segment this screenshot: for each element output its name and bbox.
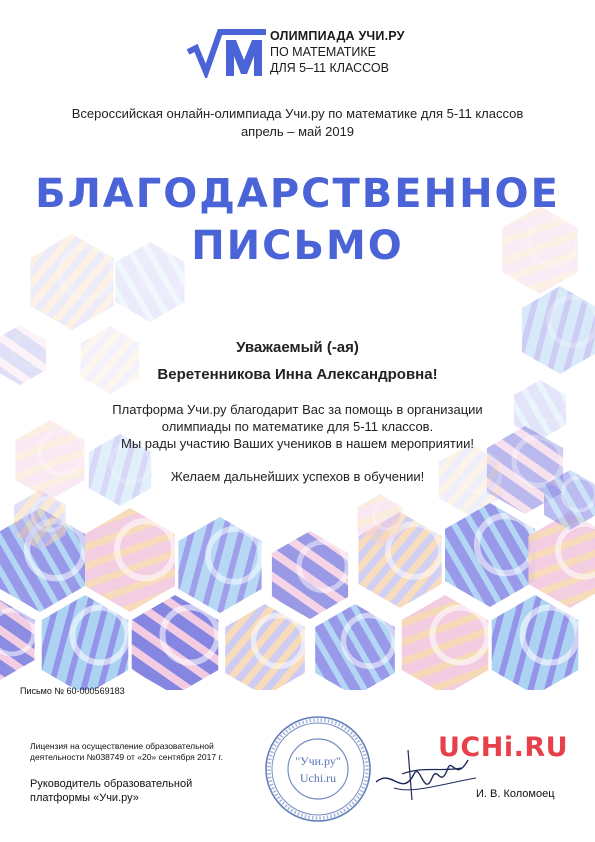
stamp-text-top: "Учи.ру" [295, 754, 341, 768]
olympiad-subtitle: Всероссийская онлайн-олимпиада Учи.ру по математике для 5-11 классов [71, 106, 524, 121]
olympiad-logo [186, 24, 416, 82]
role-line-1: Руководитель образовательной [30, 778, 193, 790]
uchi-ru-brand-logo: UCHi.RU [438, 732, 569, 763]
signer-name: И. В. Коломоец [476, 788, 555, 800]
letter-paragraph-1: Платформа Учи.ру благодарит Вас за помощь в организации [112, 402, 483, 417]
letter-paragraph-2: олимпиады по математике для 5-11 классов. [161, 419, 434, 434]
logo-text [270, 28, 405, 76]
logo-line-2: ПО МАТЕМАТИКЕ [270, 45, 376, 59]
title-line-2: ПИСЬМО [191, 223, 404, 269]
recipient-name: Веретенникова Инна Александровна! [157, 366, 438, 383]
title-line-1: БЛАГОДАРСТВЕННОЕ [35, 171, 560, 217]
license-line-2: деятельности №038749 от «20» сентября 2017 г. [30, 752, 223, 762]
sqrt-m-logo-icon [186, 26, 268, 78]
license-line-1: Лицензия на осуществление образовательной [30, 741, 214, 751]
logo-line-3: ДЛЯ 5–11 КЛАССОВ [270, 61, 389, 75]
official-stamp-icon [262, 713, 374, 825]
olympiad-date: апрель – май 2019 [240, 124, 355, 139]
stamp-text-bottom: Uchi.ru [299, 771, 337, 785]
greeting: Уважаемый (-ая) [236, 339, 359, 356]
letter-wish: Желаем дальнейших успехов в обучении! [170, 469, 425, 484]
letter-paragraph-3: Мы рады участию Ваших учеников в нашем мероприятии! [120, 436, 475, 451]
letter-number: Письмо № 60-000569183 [20, 686, 125, 696]
role-line-2: платформы «Учи.ру» [30, 792, 139, 804]
logo-line-1: ОЛИМПИАДА УЧИ.РУ [270, 29, 405, 43]
